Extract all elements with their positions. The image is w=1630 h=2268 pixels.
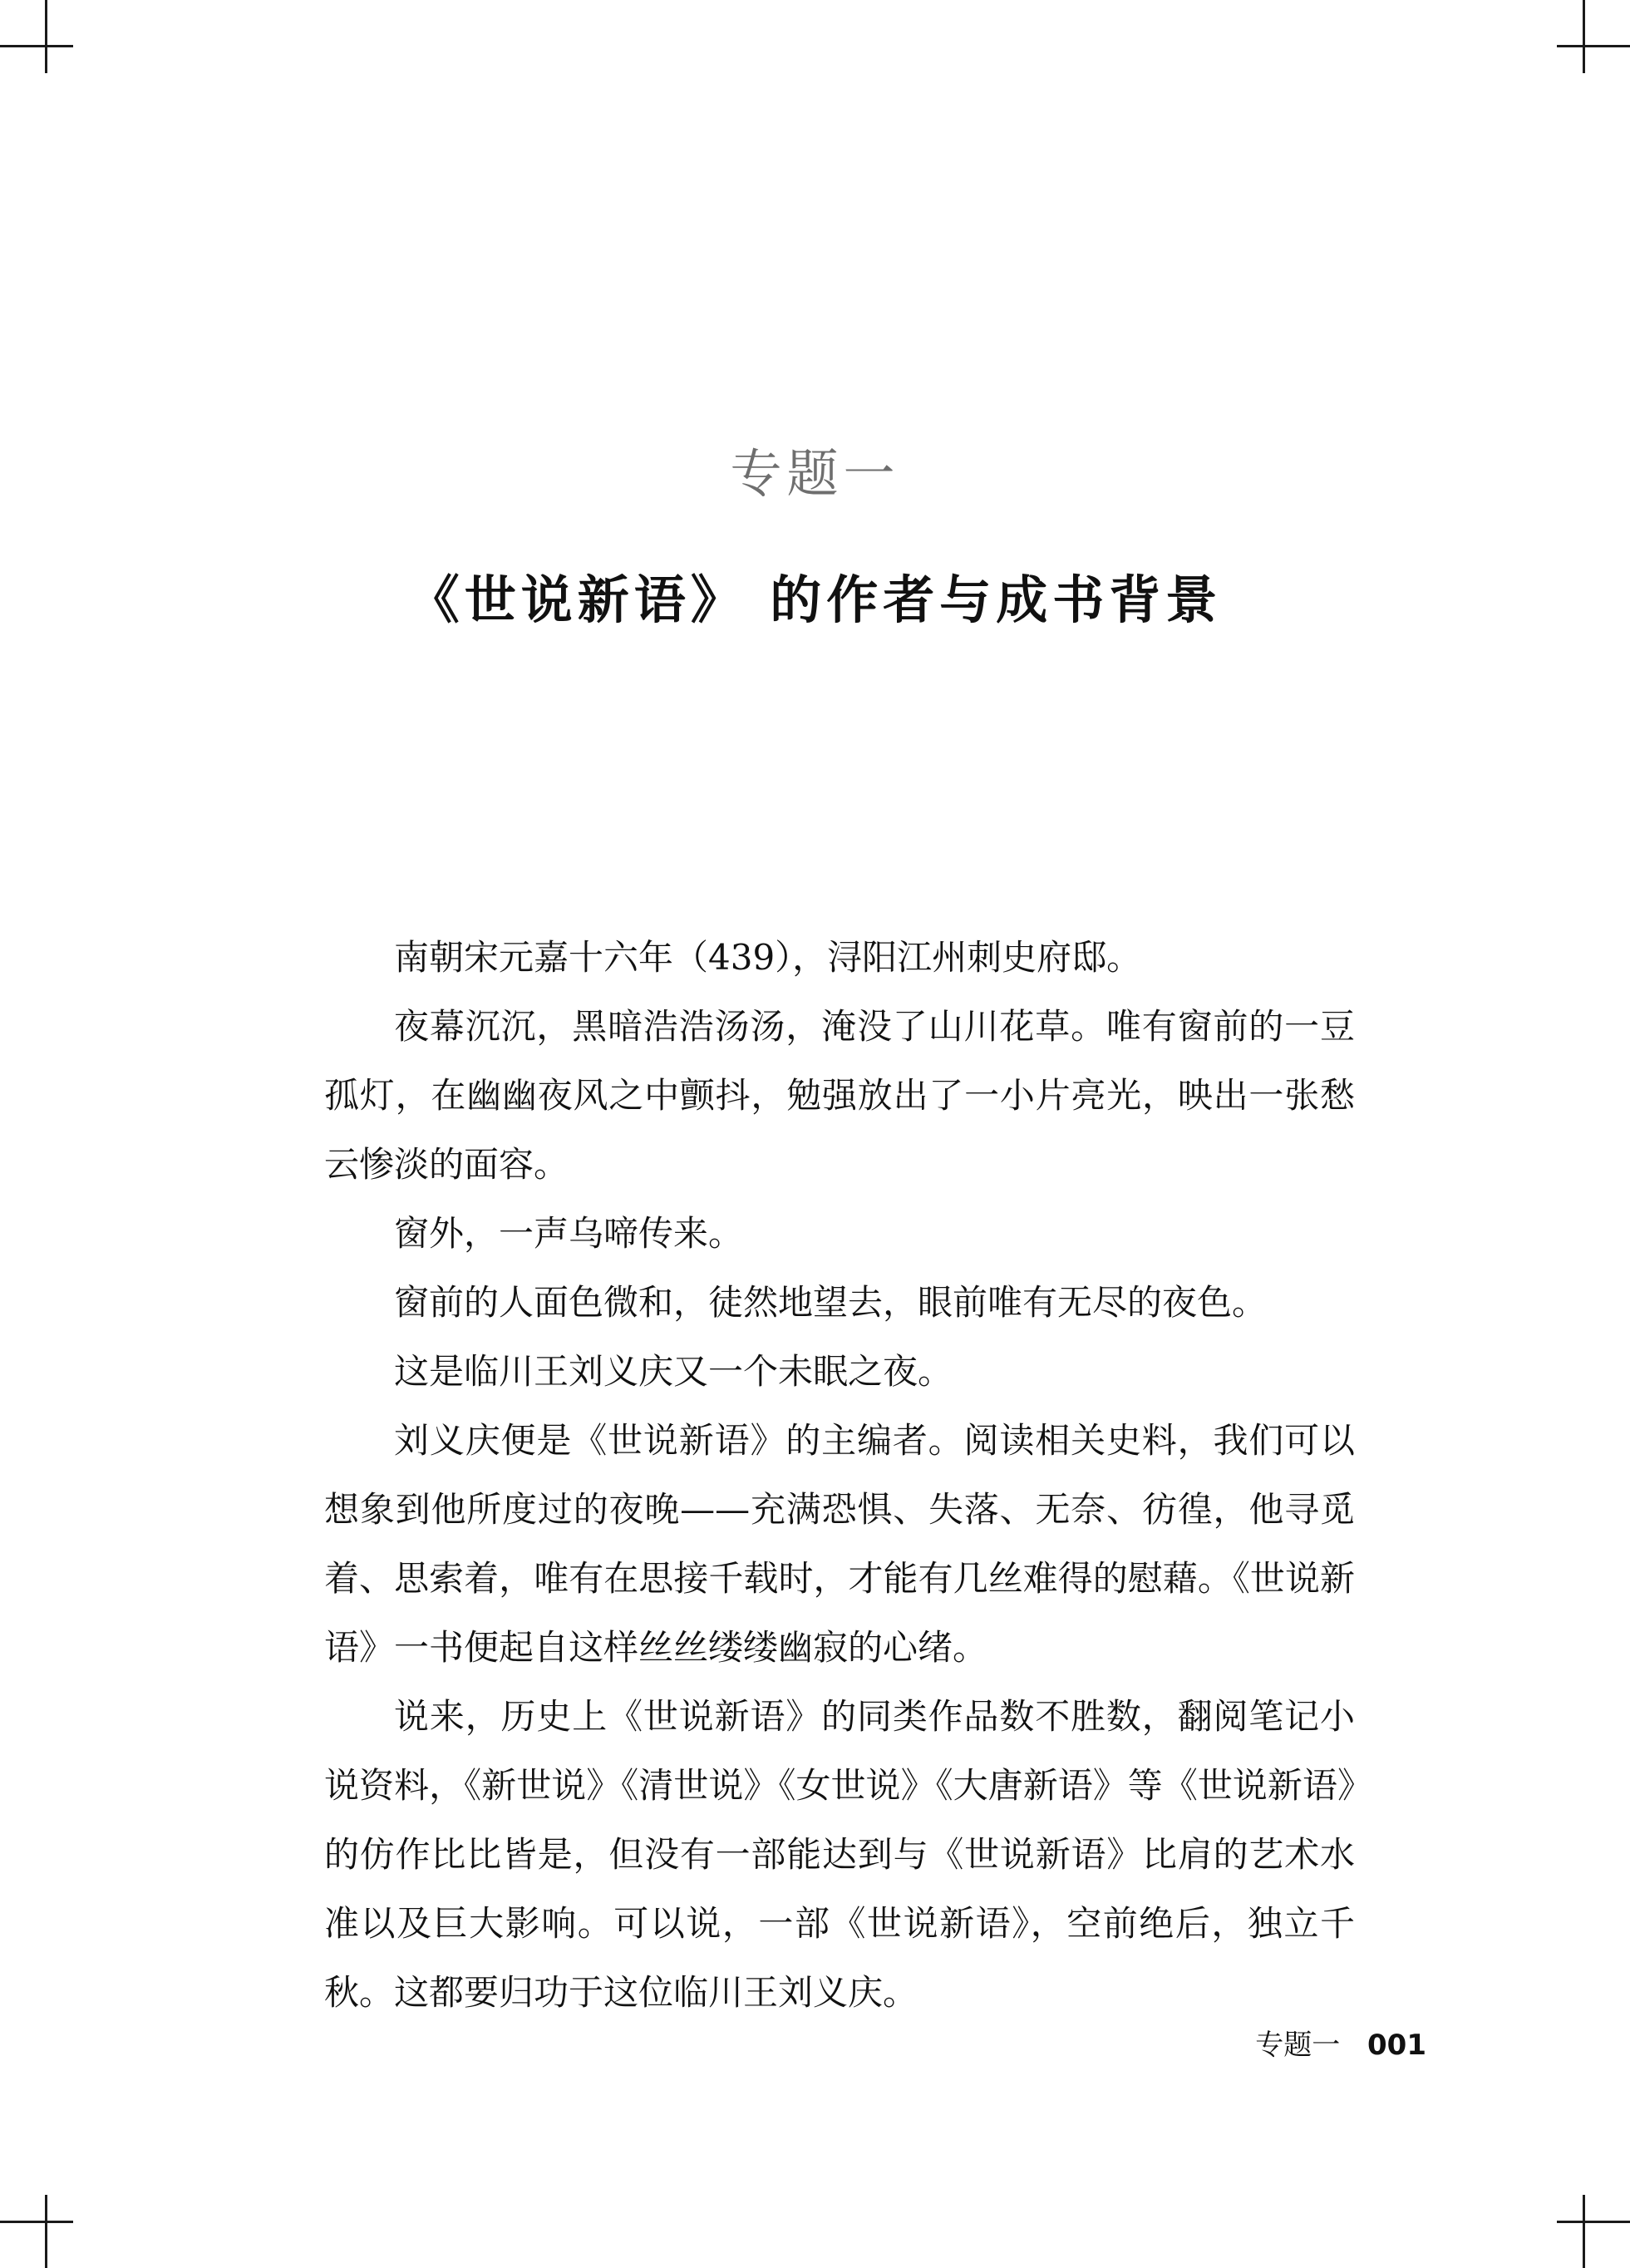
page-footer (1255, 2020, 1426, 2070)
crop-mark-bottom-right-vertical (1583, 2195, 1585, 2268)
paragraph: 夜幕沉沉，黑暗浩浩汤汤，淹没了山川花草。唯有窗前的一豆孤灯，在幽幽夜风之中颤抖，勉强放出了一小片亮光，映出一张愁云惨淡的面容。 (324, 1006, 1355, 1185)
crop-mark-top-left-horizontal (0, 45, 73, 47)
paragraph: 窗前的人面色微和，徒然地望去，眼前唯有无尽的夜色。 (394, 1282, 1268, 1323)
chapter-title: 《世说新语》 的作者与成书背景 (407, 569, 1223, 630)
crop-mark-top-right-horizontal (1557, 45, 1630, 47)
paragraph: 南朝宋元嘉十六年（439），浔阳江州刺史府邸。 (394, 937, 1142, 978)
crop-mark-top-left-vertical (45, 0, 47, 73)
chapter-label: 专题一 (730, 443, 900, 504)
paragraph: 窗外，一声乌啼传来。 (394, 1213, 744, 1254)
footer-chapter-label: 专题一 (1255, 2029, 1341, 2062)
body-text (324, 923, 1355, 2027)
paragraph: 刘义庆便是《世说新语》的主编者。阅读相关史料，我们可以想象到他所度过的夜晚——充满恐惧、失落、无奈、彷徨，他寻觅着、思索着，唯有在思接千载时，才能有几丝难得的慰藉。《世说新语》一书便起自这样丝丝缕缕幽寂的心绪。 (324, 1420, 1355, 1668)
paragraph: 说来，历史上《世说新语》的同类作品数不胜数，翻阅笔记小说资料，《新世说》《清世说》《女世说》《大唐新语》等《世说新语》的仿作比比皆是，但没有一部能达到与《世说新语》比肩的艺术水准以及巨大影响。可以说，一部《世说新语》，空前绝后，独立千秋。这都要归功于这位临川王刘义庆。 (324, 1696, 1355, 2013)
crop-mark-bottom-right-horizontal (1557, 2221, 1630, 2223)
crop-mark-bottom-left-horizontal (0, 2221, 73, 2223)
paragraph: 这是临川王刘义庆又一个未眠之夜。 (394, 1351, 953, 1392)
crop-mark-top-right-vertical (1583, 0, 1585, 73)
crop-mark-bottom-left-vertical (45, 2195, 47, 2268)
page-number: 001 (1367, 2029, 1426, 2062)
